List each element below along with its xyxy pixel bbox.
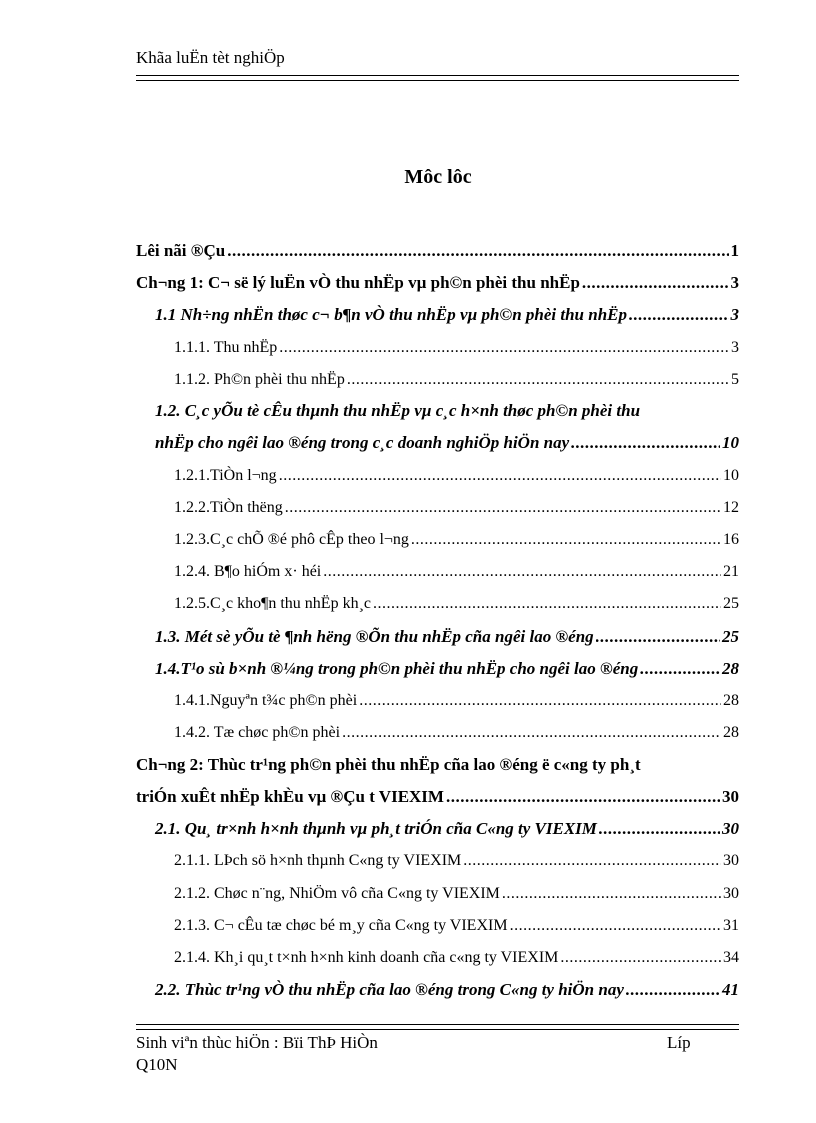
toc-leader-dots — [463, 850, 721, 872]
toc-entry[interactable] — [174, 947, 739, 969]
toc-entry-text: Lêi nãi ®Çu — [136, 241, 226, 260]
toc-entry-text: 2.2. Thùc tr¹ng vÒ thu nhËp cña lao ®éng trong C«ng ty hiÖn nay — [155, 980, 624, 999]
toc-entry[interactable] — [174, 561, 739, 583]
toc-entry-text: 1.2.5.C¸c kho¶n thu nhËp kh¸c — [174, 595, 371, 612]
toc-leader-dots — [502, 883, 721, 905]
toc-entry-page: 16 — [723, 531, 739, 548]
toc-entry-page: 3 — [730, 305, 739, 324]
toc-leader-dots — [640, 658, 720, 680]
toc-entry-text: 2.1. Qu¸ tr×nh h×nh thµnh vµ ph¸t triÓn cña C«ng ty VIEXIM — [155, 819, 597, 838]
toc-leader-dots — [279, 337, 729, 359]
toc-entry-text: 2.1.1. LÞch sö h×nh thµnh C«ng ty VIEXIM — [174, 852, 462, 869]
toc-leader-dots — [599, 818, 720, 840]
toc-entry-text: nhËp cho ngêi lao ®éng trong c¸c doanh nghiÖp hiÖn nay — [155, 433, 570, 452]
footer-rule — [136, 1024, 739, 1030]
header-rule — [136, 75, 739, 81]
toc-entry-page: 30 — [723, 852, 739, 869]
toc-entry[interactable] — [174, 850, 739, 872]
toc-entry[interactable] — [136, 786, 739, 808]
toc-leader-dots — [446, 786, 720, 808]
toc-entry-page: 28 — [722, 659, 739, 678]
toc-leader-dots — [373, 593, 721, 615]
toc-entry-page: 5 — [731, 371, 739, 388]
toc-leader-dots — [629, 304, 729, 326]
toc-leader-dots — [510, 915, 721, 937]
toc-leader-dots — [342, 722, 721, 744]
toc-entry[interactable] — [155, 658, 739, 680]
toc-entry-page: 10 — [722, 433, 739, 452]
toc-entry-text: 1.2.1.TiÒn l¬ng — [174, 467, 277, 484]
toc-entry-page: 25 — [723, 595, 739, 612]
toc-entry-page: 30 — [722, 819, 739, 838]
toc-entry-page: 28 — [723, 692, 739, 709]
toc-entry-page: 25 — [722, 627, 739, 646]
toc-entry[interactable] — [174, 529, 739, 551]
footer-student: Sinh viªn thùc hiÖn : Bïi ThÞ HiÒn — [136, 1033, 378, 1052]
toc-entry-text: Ch¬ng 1: C¬ së lý luËn vÒ thu nhËp vµ ph©n phèi thu nhËp — [136, 273, 580, 292]
toc-entry-text: 1.1 Nh÷ng nhËn thøc c¬ b¶n vÒ thu nhËp vµ ph©n phèi thu nhËp — [155, 305, 627, 324]
toc-entry[interactable] — [155, 304, 739, 326]
toc-entry-page: 30 — [722, 787, 739, 806]
toc-entry[interactable] — [155, 626, 739, 648]
toc-entry[interactable] — [174, 915, 739, 937]
toc-entry[interactable] — [174, 465, 739, 487]
toc-entry-text: 1.4.2. Tæ chøc ph©n phèi — [174, 724, 341, 741]
toc-entry-text: triÓn xuÊt nhËp khÈu vµ ®Çu t VIEXIM — [136, 787, 444, 806]
toc-entry-text: 1.1.1. Thu nhËp — [174, 339, 278, 356]
toc-leader-dots — [596, 626, 720, 648]
toc-entry[interactable] — [174, 722, 739, 744]
toc-entry[interactable] — [174, 497, 739, 519]
toc-entry[interactable] — [136, 240, 739, 262]
toc-entry-text: 1.2.3.C¸c chÕ ®é phô cÊp theo l¬ng — [174, 531, 409, 548]
toc-leader-dots — [285, 497, 721, 519]
toc-entry[interactable] — [174, 593, 739, 615]
toc-entry-page: 3 — [730, 273, 739, 292]
toc-entry-text: 1.3. Mét sè yÕu tè ¶nh hëng ®Õn thu nhËp cña ngêi lao ®éng — [155, 627, 594, 646]
toc-leader-dots — [411, 529, 721, 551]
toc-entry[interactable] — [155, 818, 739, 840]
toc-entry-page: 3 — [731, 339, 739, 356]
toc-entry[interactable] — [174, 883, 739, 905]
toc-entry-text: 1.2.2.TiÒn thëng — [174, 499, 283, 516]
toc-entry-page: 30 — [723, 885, 739, 902]
toc-entry[interactable] — [174, 337, 739, 359]
toc-entry-text: 1.1.2. Ph©n phèi thu nhËp — [174, 371, 345, 388]
toc-entry-text: 1.4.1.Nguyªn t¾c ph©n phèi — [174, 692, 358, 709]
running-header: Khãa luËn tèt nghiÖp — [136, 48, 285, 67]
toc-entry[interactable] — [155, 979, 739, 1001]
toc-entry-text: 2.1.2. Chøc n¨ng, NhiÖm vô cña C«ng ty VIEXIM — [174, 885, 500, 902]
toc-entry-page: 1 — [730, 241, 739, 260]
toc-entry-text: 2.1.3. C¬ cÊu tæ chøc bé m¸y cña C«ng ty VIEXIM — [174, 917, 508, 934]
toc-leader-dots — [347, 369, 729, 391]
toc-leader-dots — [571, 432, 720, 454]
toc-leader-dots — [560, 947, 721, 969]
footer-class-code: Q10N — [136, 1055, 178, 1074]
toc-leader-dots — [359, 690, 721, 712]
page-title: Môc lôc — [404, 166, 472, 188]
toc-leader-dots — [227, 240, 728, 262]
toc-entry-page: 28 — [723, 724, 739, 741]
toc-entry-page: 31 — [723, 917, 739, 934]
toc-entry-text: 1.4.T¹o sù b×nh ®¼ng trong ph©n phèi thu nhËp cho ngêi lao ®éng — [155, 659, 639, 678]
toc-entry-page: 21 — [723, 563, 739, 580]
toc-entry-page: 34 — [723, 949, 739, 966]
toc-leader-dots — [279, 465, 721, 487]
toc-leader-dots — [323, 561, 721, 583]
toc-entry-page: 41 — [722, 980, 739, 999]
toc-entry-first-line[interactable]: Ch¬ng 2: Thùc tr¹ng ph©n phèi thu nhËp cña lao ®éng ë c«ng ty ph¸t — [136, 755, 641, 774]
toc-entry-text: 2.1.4. Kh¸i qu¸t t×nh h×nh kinh doanh cña c«ng ty VIEXIM — [174, 949, 559, 966]
toc-entry-page: 10 — [723, 467, 739, 484]
toc-leader-dots — [626, 979, 720, 1001]
toc-entry-first-line[interactable]: 1.2. C¸c yÕu tè cÊu thµnh thu nhËp vµ c¸c h×nh thøc ph©n phèi thu — [155, 401, 641, 420]
toc-entry[interactable] — [155, 432, 739, 454]
toc-entry-page: 12 — [723, 499, 739, 516]
toc-entry[interactable] — [174, 690, 739, 712]
footer-class-label: Líp — [667, 1033, 691, 1052]
toc-entry[interactable] — [136, 272, 739, 294]
toc-entry-text: 1.2.4. B¶o hiÓm x· héi — [174, 563, 322, 580]
toc-leader-dots — [582, 272, 729, 294]
toc-entry[interactable] — [174, 369, 739, 391]
